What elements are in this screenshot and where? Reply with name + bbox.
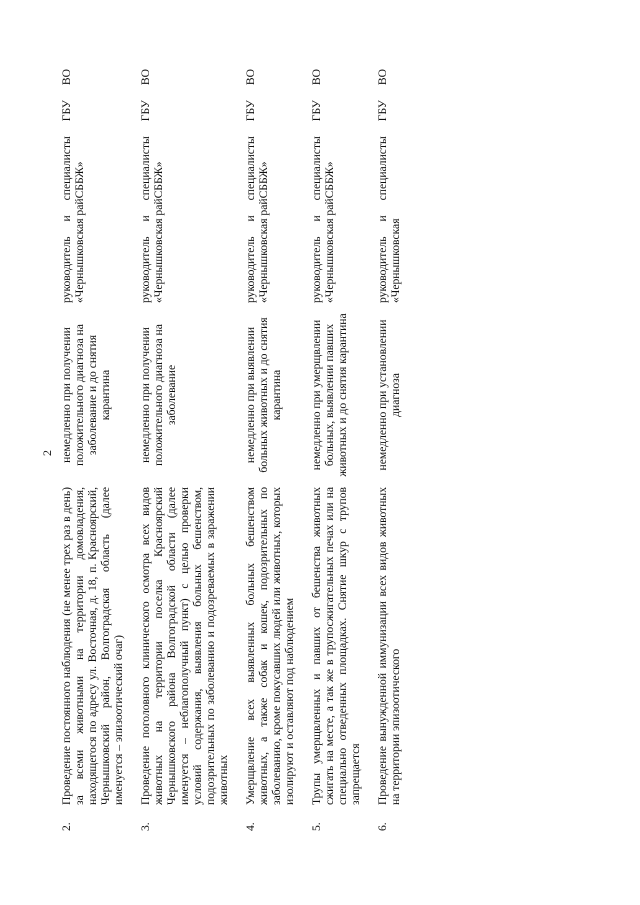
term-text: немедленно при установлении диагноза: [376, 319, 402, 471]
row-number: 5.: [310, 822, 323, 831]
row-number: 4.: [244, 822, 257, 831]
measure-text: Умерщвление всех выявленных больных бешенством животных, а также собак и кошек, подозрительных по заболеванию, кроме покусавших людей или животных, которых изолируют и оставляют под наблюдением: [244, 487, 296, 805]
row-number: 6.: [376, 822, 389, 831]
responsible-text: руководитель и специалисты ГБУ ВО «Чернышковская райСББЖ»: [139, 69, 165, 303]
table-row: [244, 65, 310, 835]
table-row: [60, 65, 139, 835]
table-row: [310, 65, 376, 835]
term-text: немедленно при получении положительного диагноза на заболевание: [139, 324, 178, 466]
page-number: 2: [40, 450, 54, 456]
row-number: 2.: [60, 822, 73, 831]
term-text: немедленно при получении положительного диагноза на заболевание и до снятия карантина: [60, 324, 112, 466]
term-text: немедленно при умерщвлении больных, выявлении павших животных и до снятия карантина: [310, 313, 349, 477]
table-row: [139, 65, 244, 835]
measure-text: Трупы умерщвленных и павших от бешенства животных сжигать на месте, а так же в трупосжигательных печах или на специально отведенных площадках. Снятие шкур с трупов запрещается: [310, 487, 362, 805]
measures-table: [60, 65, 416, 835]
responsible-text: руководитель и специалисты ГБУ ВО «Чернышковская райСББЖ»: [310, 69, 336, 303]
row-number: 3.: [139, 822, 152, 831]
measure-text: Проведение поголовного клинического осмотра всех видов животных на территории поселка Красноярский Чернышковского района Волгоградской области (далее именуется – неблагополучный пункт) с целью проверки условий содержания, выявления больных бешенством, подозрительных по заболеванию и подозреваемых в заражении животных: [139, 487, 230, 805]
measure-text: Проведение постоянного наблюдения (не менее трех раз в день) за всеми животными на территории домовладения, находящегося по адресу ул. Восточная, д. 18, п. Красноярский, Чернышковский район, Волгоградская область (далее именуется – эпизоотический очаг): [60, 487, 125, 805]
responsible-text: руководитель и специалисты ГБУ ВО «Чернышковская: [376, 69, 402, 303]
table-row: [376, 65, 416, 835]
term-text: немедленно при выявлении больных животных и до снятия карантина: [244, 317, 283, 473]
responsible-text: руководитель и специалисты ГБУ ВО «Чернышковская райСББЖ»: [244, 69, 270, 303]
measure-text: Проведение вынужденной иммунизации всех видов животных на территории эпизоотического: [376, 487, 402, 805]
responsible-text: руководитель и специалисты ГБУ ВО «Чернышковская райСББЖ»: [60, 69, 86, 303]
